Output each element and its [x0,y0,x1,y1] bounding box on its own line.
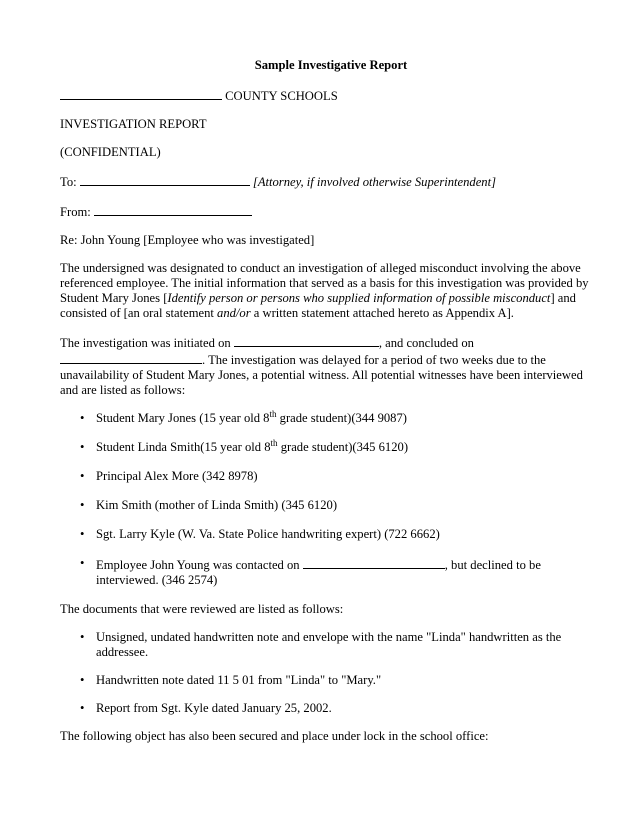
object-intro: The following object has also been secured and place under lock in the school office: [60,729,489,743]
investigation-dates-paragraph [60,334,602,398]
list-item: • Kim Smith (mother of Linda Smith) (345 6120) [96,498,602,513]
from-line [60,203,602,220]
witness-text: grade student)(344 9087) [276,411,407,425]
ordinal-suffix: th [269,408,277,419]
list-item: • Handwritten note dated 11 5 01 from "Linda" to "Mary." [96,673,602,688]
county-blank[interactable] [60,87,222,100]
dates-text-2: , and concluded on [378,336,474,350]
to-blank[interactable] [80,173,250,186]
witness-text: Student Mary Jones (15 year old 8 [96,411,270,425]
documents-list [60,630,602,716]
intro-italic-2: and/or [217,306,251,320]
contact-date-blank[interactable] [303,556,445,569]
concluded-date-blank[interactable] [60,351,202,364]
county-suffix: COUNTY SCHOOLS [225,89,338,103]
report-title: Sample Investigative Report [254,58,408,72]
list-item: • Sgt. Larry Kyle (W. Va. State Police handwriting expert) (722 6662) [96,527,602,542]
to-label: To: [60,175,77,189]
from-label: From: [60,205,91,219]
confidential-label: (CONFIDENTIAL) [60,145,161,159]
initiated-date-blank[interactable] [234,334,379,347]
list-item: • Report from Sgt. Kyle dated January 25, 2002. [96,701,602,716]
county-line [60,87,602,104]
list-item [96,556,602,588]
dates-text-1: The investigation was initiated on [60,336,234,350]
re-line: Re: John Young [Employee who was investigated] [60,233,315,247]
list-item [96,437,602,455]
list-item: • Principal Alex More (342 8978) [96,469,602,484]
list-item: • Unsigned, undated handwritten note and envelope with the name "Linda" handwritten as the addressee. [96,630,602,660]
ordinal-suffix: th [270,437,278,448]
intro-text-1: The undersigned was designated to conduct an investigation of alleged misconduct involving the above referenced employee. The initial information that served as a basis for this investigation was provided by Student Mary Jones [ [60,261,589,305]
witness-text: Student Linda Smith(15 year old 8 [96,440,271,454]
list-item [96,408,602,426]
intro-paragraph [60,261,602,321]
dates-text-3: . The investigation was delayed for a period of two weeks due to the unavailability of Student Mary Jones, a potential witness. All potential witnesses have been interviewed and are listed as follows: [60,353,583,397]
to-note: [Attorney, if involved otherwise Superintendent] [252,175,497,189]
intro-text-2: ] and consisted of [an oral statement [60,291,576,320]
from-blank[interactable] [94,203,252,216]
report-heading: INVESTIGATION REPORT [60,117,207,131]
intro-italic-1: Identify person or persons who supplied information of possible misconduct [167,291,551,305]
intro-text-3: a written statement attached hereto as Appendix A]. [250,306,514,320]
witness-list [60,408,602,588]
witness-text: Employee John Young was contacted on [96,558,303,572]
witness-text: grade student)(345 6120) [277,440,409,454]
to-line [60,173,602,190]
witness-text: , but declined to be interviewed. (346 2574) [96,558,541,587]
documents-intro: The documents that were reviewed are listed as follows: [60,602,344,616]
